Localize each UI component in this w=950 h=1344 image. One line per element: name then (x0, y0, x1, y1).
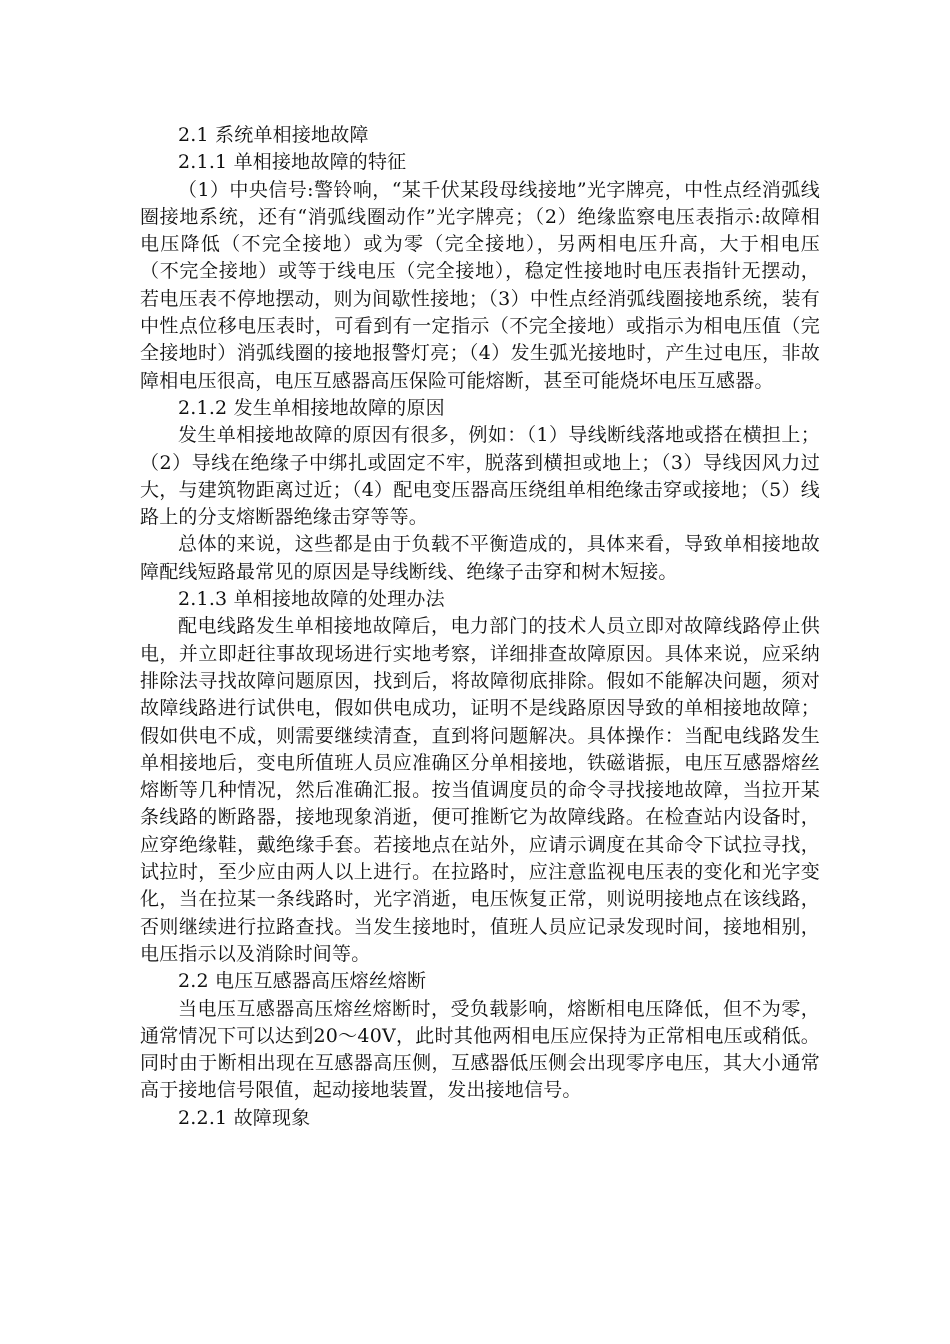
section-heading-2-2-1: 2.2.1 故障现象 (178, 1106, 311, 1129)
paragraph-fault-characteristics: （1）中央信号:警铃响，“某千伏某段母线接地”光字牌亮，中性点经消弧线圈接地系统，还有“消弧线圈动作”光字牌亮；（2）绝缘监察电压表指示:故障相电压降低（不完全接地）或为零（完全接地），另两相电压升高，大于相电压（不完全接地）或等于线电压（完全接地），稳定性接地时电压表指针无摆动，若电压表不停地摆动，则为间歇性接地；（3）中性点经消弧线圈接地系统，装有中性点位移电压表时，可看到有一定指示（不完全接地）或指示为相电压值（完全接地时）消弧线圈的接地报警灯亮；（4）发生弧光接地时，产生过电压，非故障相电压很高，电压互感器高压保险可能熔断，甚至可能烧坏电压互感器。 (140, 178, 820, 392)
section-heading-2-1-2: 2.1.2 发生单相接地故障的原因 (178, 396, 445, 419)
paragraph-pt-fuse: 当电压互感器高压熔丝熔断时，受负载影响，熔断相电压降低，但不为零，通常情况下可以达到20～40V，此时其他两相电压应保持为正常相电压或稍低。同时由于断相出现在互感器高压侧，互感器低压侧会出现零序电压，其大小通常高于接地信号限值，起动接地装置，发出接地信号。 (140, 997, 820, 1102)
paragraph-summary: 总体的来说，这些都是由于负载不平衡造成的，具体来看，导致单相接地故障配线短路最常见的原因是导线断线、绝缘子击穿和树木短接。 (140, 533, 820, 583)
document-body (140, 122, 820, 1132)
paragraph-fault-causes: 发生单相接地故障的原因有很多，例如：（1）导线断线落地或搭在横担上；（2）导线在绝缘子中绑扎或固定不牢，脱落到横担或地上；（3）导线因风力过大，与建筑物距离过近；（4）配电变压器高压绕组单相绝缘击穿或接地；（5）线路上的分支熔断器绝缘击穿等等。 (140, 424, 820, 529)
section-heading-2-1-3: 2.1.3 单相接地故障的处理办法 (178, 588, 445, 611)
paragraph-handling-method: 配电线路发生单相接地故障后，电力部门的技术人员立即对故障线路停止供电，并立即赶往事故现场进行实地考察，详细排查故障原因。具体来说，应采纳排除法寻找故障问题原因，找到后，将故障彻底排除。假如不能解决问题，须对故障线路进行试供电，假如供电成功，证明不是线路原因导致的单相接地故障；假如供电不成，则需要继续清查，直到将问题解决。具体操作：当配电线路发生单相接地后，变电所值班人员应准确区分单相接地，铁磁谐振，电压互感器熔丝熔断等几种情况，然后准确汇报。按当值调度员的命令寻找接地故障，当拉开某条线路的断路器，接地现象消逝，便可推断它为故障线路。在检查站内设备时，应穿绝缘鞋，戴绝缘手套。若接地点在站外，应请示调度在其命令下试拉寻找，试拉时，至少应由两人以上进行。在拉路时，应注意监视电压表的变化和光字变化，当在拉某一条线路时，光字消逝，电压恢复正常，则说明接地点在该线路，否则继续进行拉路查找。当发生接地时，值班人员应记录发现时间，接地相别，电压指示以及消除时间等。 (140, 615, 820, 965)
section-heading-2-1: 2.1 系统单相接地故障 (178, 124, 369, 146)
section-heading-2-2: 2.2 电压互感器高压熔丝熔断 (178, 970, 427, 993)
section-heading-2-1-1: 2.1.1 单相接地故障的特征 (178, 151, 407, 174)
